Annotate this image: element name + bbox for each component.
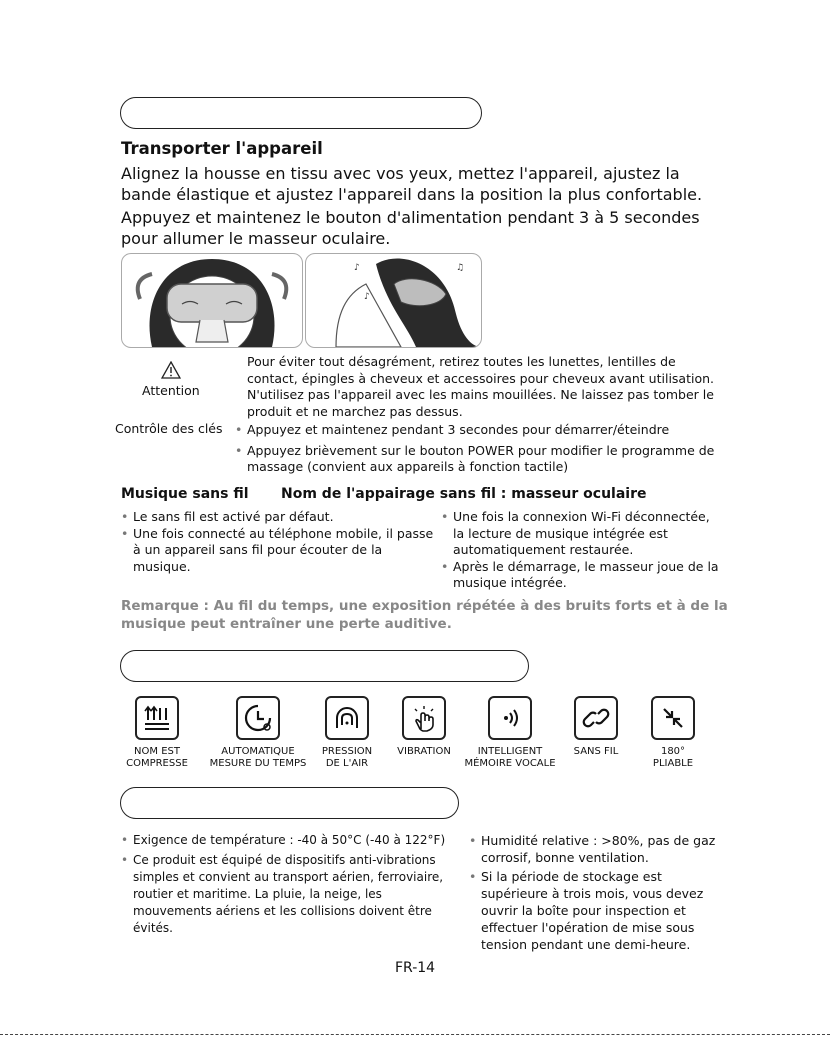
svg-text:♫: ♫ [456, 263, 465, 273]
feature-timer [208, 696, 308, 770]
attention-label: Attention [142, 383, 200, 398]
storage-right-list [468, 832, 718, 953]
air-pressure-icon [325, 696, 369, 740]
page-number: FR-14 [395, 960, 436, 976]
illustration-front-face [121, 253, 303, 348]
timer-icon [236, 696, 280, 740]
feature-label: 180° PLIABLE [652, 746, 694, 769]
feature-compress [107, 696, 207, 770]
cut-line [0, 1034, 830, 1035]
intro-paragraph-2: Appuyez et maintenez le bouton d'alimentation pendant 3 à 5 secondes pour allumer le masseur oculaire. [121, 208, 700, 248]
list-item: • Appuyez brièvement sur le bouton POWER pour modifier le programme de massage (convient aux appareils à fonction tactile) [234, 443, 724, 476]
section-header-pill-1 [120, 97, 482, 129]
warning-triangle-icon [161, 361, 181, 383]
feature-vibration [374, 696, 474, 758]
feature-foldable [623, 696, 723, 770]
list-item: • Une fois la connexion Wi-Fi déconnectée, la lecture de musique intégrée est automatiquement restaurée. [440, 509, 722, 559]
voice-memory-icon [488, 696, 532, 740]
feature-label: PRESSION DE L'AIR [321, 746, 373, 769]
section-title: Transporter l'appareil [121, 139, 323, 158]
feature-label: INTELLIGENT MÉMOIRE VOCALE [464, 746, 556, 769]
list-item: • Si la période de stockage est supérieure à trois mois, vous devez ouvrir la boîte pour inspection et effectuer l'opération de mise sous tension pendant une demi-heure. [468, 868, 718, 953]
pairing-name-heading: Nom de l'appairage sans fil : masseur oculaire [281, 486, 647, 502]
attention-text: Pour éviter tout désagrément, retirez toutes les lunettes, lentilles de contact, épingles à cheveux et accessoires pour cheveux avant utilisation. N'utilisez pas l'appareil avec les mains mouillées. Ne laissez pas tomber le produit et ne marchez pas dessus. [247, 354, 715, 419]
section-header-pill-2 [120, 650, 529, 682]
vibration-hand-icon [402, 696, 446, 740]
svg-text:♪: ♪ [354, 263, 360, 273]
list-item: • Le sans fil est activé par défaut. [120, 509, 438, 526]
intro-paragraph-1: Alignez la housse en tissu avec vos yeux, mettez l'appareil, ajustez la bande élastique et ajustez l'appareil dans la position la plus confortable. [121, 164, 703, 204]
compress-icon [135, 696, 179, 740]
feature-voice-memory [460, 696, 560, 770]
wireless-left-list [120, 509, 438, 575]
svg-text:♪: ♪ [364, 292, 370, 302]
feature-label: NOM EST COMPRESSE [126, 746, 188, 769]
list-item: • Appuyez et maintenez pendant 3 secondes pour démarrer/éteindre [234, 422, 724, 439]
key-control-label: Contrôle des clés [115, 421, 223, 436]
wireless-right-list [440, 509, 722, 592]
hearing-note: Remarque : Au fil du temps, une exposition répétée à des bruits forts et à de la musique peut entraîner une perte auditive. [121, 598, 728, 632]
key-control-list [234, 422, 724, 476]
fold-arrows-icon [651, 696, 695, 740]
list-item: • Après le démarrage, le masseur joue de la musique intégrée. [440, 559, 722, 592]
section-header-pill-3 [120, 787, 459, 819]
list-item: • Exigence de température : -40 à 50°C (-40 à 122°F) [120, 832, 455, 849]
illustration-side-profile [305, 253, 482, 348]
wireless-music-heading: Musique sans fil [121, 486, 249, 502]
wireless-link-icon [574, 696, 618, 740]
feature-label: VIBRATION [397, 746, 451, 757]
list-item: • Ce produit est équipé de dispositifs anti-vibrations simples et convient au transport aérien, ferroviaire, routier et maritime. La pluie, la neige, les mouvements aériens et les collisions doivent être évités. [120, 852, 455, 937]
storage-left-list [120, 832, 455, 937]
feature-label: AUTOMATIQUE MESURE DU TEMPS [209, 746, 307, 769]
feature-label: SANS FIL [573, 746, 619, 757]
list-item: • Humidité relative : >80%, pas de gaz corrosif, bonne ventilation. [468, 832, 718, 866]
list-item: • Une fois connecté au téléphone mobile, il passe à un appareil sans fil pour écouter de la musique. [120, 526, 438, 576]
